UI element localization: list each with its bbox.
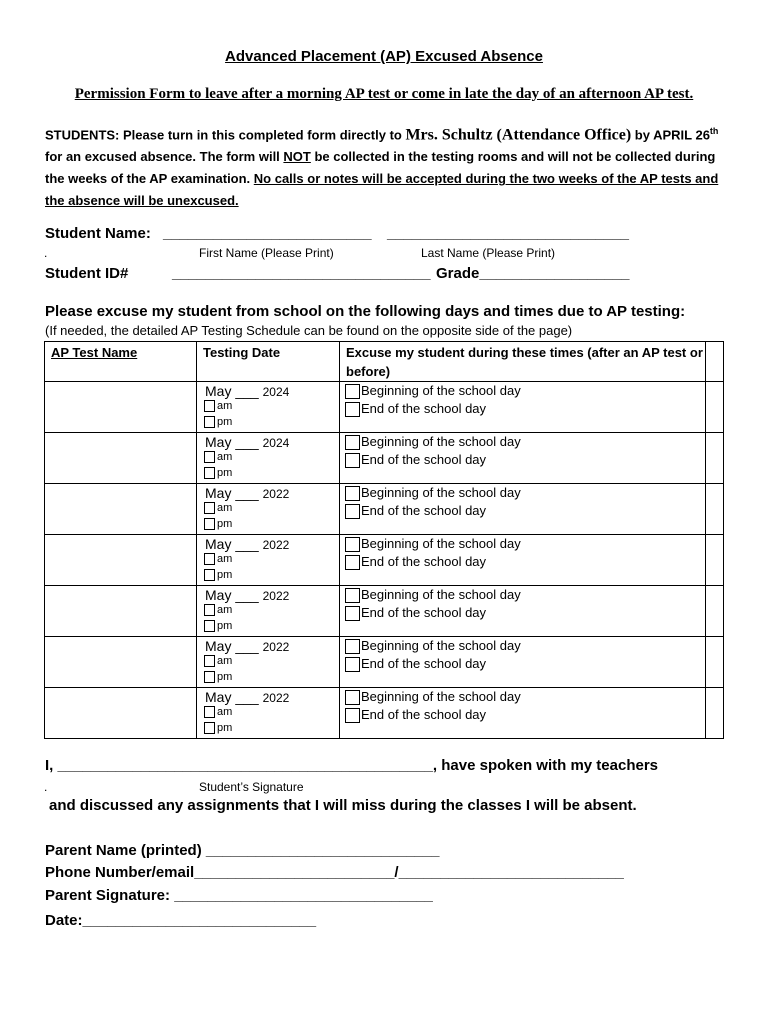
end-checkbox[interactable]: [345, 504, 360, 519]
excuse-times-cell: [340, 382, 706, 433]
am-label: am: [217, 706, 233, 718]
pm-option[interactable]: [204, 619, 232, 633]
am-option[interactable]: [204, 603, 232, 617]
pm-label: pm: [217, 620, 233, 632]
pm-option[interactable]: [204, 568, 232, 582]
end-option[interactable]: [345, 400, 705, 418]
instructions-part4: be collected in the testing rooms and will not be collected during the weeks of the AP examination.: [45, 149, 716, 187]
end-checkbox[interactable]: [345, 453, 360, 468]
table-row: [45, 382, 724, 433]
last-name-hint: Last Name (Please Print): [421, 246, 556, 260]
instructions-part1: STUDENTS: Please turn in this completed form directly to: [45, 127, 406, 143]
pm-option[interactable]: [204, 670, 232, 684]
beginning-label: Beginning of the school day: [361, 536, 521, 551]
date-year: 2024: [262, 436, 290, 450]
testing-date-cell: [197, 586, 340, 637]
end-option[interactable]: [345, 655, 705, 673]
beginning-label: Beginning of the school day: [361, 689, 521, 704]
testing-date-cell: [197, 382, 340, 433]
excuse-times-cell: [340, 535, 706, 586]
excuse-times-cell: [340, 484, 706, 535]
instructions: [45, 120, 725, 212]
beginning-option[interactable]: [345, 535, 705, 553]
date-month[interactable]: May ___: [205, 536, 259, 552]
table-row: [45, 484, 724, 535]
beginning-checkbox[interactable]: [345, 486, 360, 501]
am-label: am: [217, 604, 233, 616]
pm-option[interactable]: [204, 721, 232, 735]
col-ap-test-name: [45, 342, 197, 382]
date-year: 2024: [262, 385, 290, 399]
date-year: 2022: [262, 589, 290, 603]
excuse-heading: Please excuse my student from school on the following days and times due to AP testing:: [45, 303, 686, 320]
date-month[interactable]: May ___: [205, 485, 259, 501]
testing-date: [205, 536, 289, 552]
beginning-checkbox[interactable]: [345, 588, 360, 603]
pledge-tail: , have spoken with my teachers: [432, 757, 659, 774]
table-row: [45, 433, 724, 484]
am-label: am: [217, 502, 233, 514]
instructions-deadline: by APRIL 26: [631, 127, 710, 143]
table-row: [45, 535, 724, 586]
testing-date: [205, 434, 289, 450]
end-checkbox[interactable]: [345, 555, 360, 570]
instructions-not: NOT: [283, 149, 311, 165]
grade-field[interactable]: Grade__________________: [436, 265, 630, 282]
testing-date: [205, 587, 289, 603]
beginning-checkbox[interactable]: [345, 384, 360, 399]
last-name-field[interactable]: _____________________________: [387, 225, 629, 242]
ap-test-name-cell[interactable]: [45, 433, 197, 484]
beginning-option[interactable]: [345, 433, 705, 451]
student-name-label: Student Name:: [45, 225, 151, 242]
pm-label: pm: [217, 416, 233, 428]
ap-test-name-cell[interactable]: [45, 535, 197, 586]
first-name-hint: First Name (Please Print): [199, 246, 334, 260]
am-checkbox[interactable]: [204, 451, 215, 463]
am-label: am: [217, 451, 233, 463]
date-year: 2022: [262, 487, 290, 501]
end-checkbox[interactable]: [345, 657, 360, 672]
end-option[interactable]: [345, 553, 705, 571]
pm-label: pm: [217, 467, 233, 479]
am-label: am: [217, 655, 233, 667]
pledge-line: [45, 757, 658, 774]
deadline-suffix: th: [709, 126, 719, 136]
beginning-checkbox[interactable]: [345, 690, 360, 705]
phone-email-field[interactable]: Phone Number/email________________________/___________________________: [45, 864, 624, 881]
extra-cell: [706, 382, 724, 433]
ap-test-name-cell[interactable]: [45, 382, 197, 433]
end-label: End of the school day: [361, 503, 487, 518]
date-month[interactable]: May ___: [205, 587, 259, 603]
student-id-field[interactable]: _______________________________: [172, 265, 431, 282]
testing-date: [205, 638, 289, 654]
pm-option[interactable]: [204, 466, 232, 480]
pm-label: pm: [217, 671, 233, 683]
beginning-option[interactable]: [345, 586, 705, 604]
end-option[interactable]: [345, 451, 705, 469]
end-label: End of the school day: [361, 707, 487, 722]
beginning-checkbox[interactable]: [345, 639, 360, 654]
testing-date-cell: [197, 688, 340, 739]
ap-test-name-cell[interactable]: [45, 586, 197, 637]
pm-option[interactable]: [204, 415, 232, 429]
pm-label: pm: [217, 722, 233, 734]
excuse-times-cell: [340, 688, 706, 739]
student-signature-field[interactable]: _____________________________________________: [57, 757, 433, 774]
end-checkbox[interactable]: [345, 402, 360, 417]
table-row: [45, 637, 724, 688]
first-name-field[interactable]: _________________________: [163, 225, 372, 242]
table-row: [45, 688, 724, 739]
end-label: End of the school day: [361, 656, 487, 671]
pm-option[interactable]: [204, 517, 232, 531]
instructions-part3: for an excused absence. The form will: [45, 149, 284, 165]
pm-checkbox[interactable]: [204, 518, 215, 530]
am-label: am: [217, 400, 233, 412]
beginning-label: Beginning of the school day: [361, 587, 521, 602]
pledge-i: I,: [45, 757, 58, 774]
am-option[interactable]: [204, 399, 232, 413]
pm-checkbox[interactable]: [204, 671, 215, 683]
beginning-option[interactable]: [345, 688, 705, 706]
col-ap-test-name-label: AP Test Name: [51, 345, 138, 360]
col-extra: [706, 342, 724, 382]
end-label: End of the school day: [361, 452, 487, 467]
date-year: 2022: [262, 538, 290, 552]
signature-marker: .: [44, 780, 48, 794]
beginning-label: Beginning of the school day: [361, 434, 521, 449]
date-month[interactable]: May ___: [205, 638, 259, 654]
col-testing-date: Testing Date: [197, 342, 340, 382]
parent-name-field[interactable]: Parent Name (printed) ____________________________: [45, 842, 440, 859]
date-month[interactable]: May ___: [205, 689, 259, 705]
ap-test-name-cell[interactable]: [45, 637, 197, 688]
schedule-note: (If needed, the detailed AP Testing Schedule can be found on the opposite side of the page): [45, 323, 573, 338]
beginning-label: Beginning of the school day: [361, 383, 521, 398]
end-checkbox[interactable]: [345, 708, 360, 723]
testing-date: [205, 383, 289, 399]
extra-cell: [706, 586, 724, 637]
student-id-label: Student ID#: [45, 265, 129, 282]
testing-date-cell: [197, 637, 340, 688]
end-option[interactable]: [345, 706, 705, 724]
end-checkbox[interactable]: [345, 606, 360, 621]
instructions-warning: No calls or notes will be accepted during the two weeks of the AP tests and the absence will be unexcused.: [45, 171, 719, 209]
end-option[interactable]: [345, 604, 705, 622]
am-checkbox[interactable]: [204, 706, 215, 718]
pm-checkbox[interactable]: [204, 416, 215, 428]
date-year: 2022: [262, 691, 290, 705]
testing-date-cell: [197, 535, 340, 586]
beginning-label: Beginning of the school day: [361, 638, 521, 653]
table-row: [45, 586, 724, 637]
extra-cell: [706, 535, 724, 586]
pm-label: pm: [217, 569, 233, 581]
am-option[interactable]: [204, 552, 232, 566]
date-month[interactable]: May ___: [205, 434, 259, 450]
testing-date-cell: [197, 433, 340, 484]
extra-cell: [706, 484, 724, 535]
form-title: Advanced Placement (AP) Excused Absence: [225, 48, 543, 65]
pm-checkbox[interactable]: [204, 569, 215, 581]
parent-signature-field[interactable]: Parent Signature: _______________________________: [45, 887, 433, 904]
ap-test-name-cell[interactable]: [45, 688, 197, 739]
am-checkbox[interactable]: [204, 400, 215, 412]
am-checkbox[interactable]: [204, 604, 215, 616]
pm-checkbox[interactable]: [204, 620, 215, 632]
end-option[interactable]: [345, 502, 705, 520]
excuse-times-cell: [340, 433, 706, 484]
am-option[interactable]: [204, 705, 232, 719]
beginning-checkbox[interactable]: [345, 435, 360, 450]
beginning-option[interactable]: [345, 382, 705, 400]
extra-cell: [706, 637, 724, 688]
absence-table: [44, 341, 724, 739]
extra-cell: [706, 688, 724, 739]
testing-date-cell: [197, 484, 340, 535]
pledge-line-2: and discussed any assignments that I will miss during the classes I will be absent.: [49, 797, 637, 814]
ap-test-name-cell[interactable]: [45, 484, 197, 535]
am-checkbox[interactable]: [204, 502, 215, 514]
am-option[interactable]: [204, 501, 232, 515]
beginning-option[interactable]: [345, 637, 705, 655]
pm-checkbox[interactable]: [204, 467, 215, 479]
beginning-checkbox[interactable]: [345, 537, 360, 552]
student-signature-hint: Student’s Signature: [199, 780, 304, 794]
am-checkbox[interactable]: [204, 655, 215, 667]
end-label: End of the school day: [361, 401, 487, 416]
name-marker: .: [44, 246, 48, 260]
am-option[interactable]: [204, 450, 232, 464]
am-label: am: [217, 553, 233, 565]
end-label: End of the school day: [361, 554, 487, 569]
pm-label: pm: [217, 518, 233, 530]
date-month[interactable]: May ___: [205, 383, 259, 399]
form-subtitle: Permission Form to leave after a morning AP test or come in late the day of an afternoon AP test.: [74, 86, 694, 102]
extra-cell: [706, 433, 724, 484]
attendance-contact: Mrs. Schultz (Attendance Office): [405, 126, 632, 144]
end-label: End of the school day: [361, 605, 487, 620]
testing-date: [205, 689, 289, 705]
excuse-times-cell: [340, 586, 706, 637]
date-field[interactable]: Date:____________________________: [45, 912, 317, 929]
am-option[interactable]: [204, 654, 232, 668]
testing-date: [205, 485, 289, 501]
date-year: 2022: [262, 640, 290, 654]
beginning-option[interactable]: [345, 484, 705, 502]
excuse-times-cell: [340, 637, 706, 688]
col-excuse-times: Excuse my student during these times (after an AP test or before): [340, 342, 706, 382]
am-checkbox[interactable]: [204, 553, 215, 565]
pm-checkbox[interactable]: [204, 722, 215, 734]
beginning-label: Beginning of the school day: [361, 485, 521, 500]
